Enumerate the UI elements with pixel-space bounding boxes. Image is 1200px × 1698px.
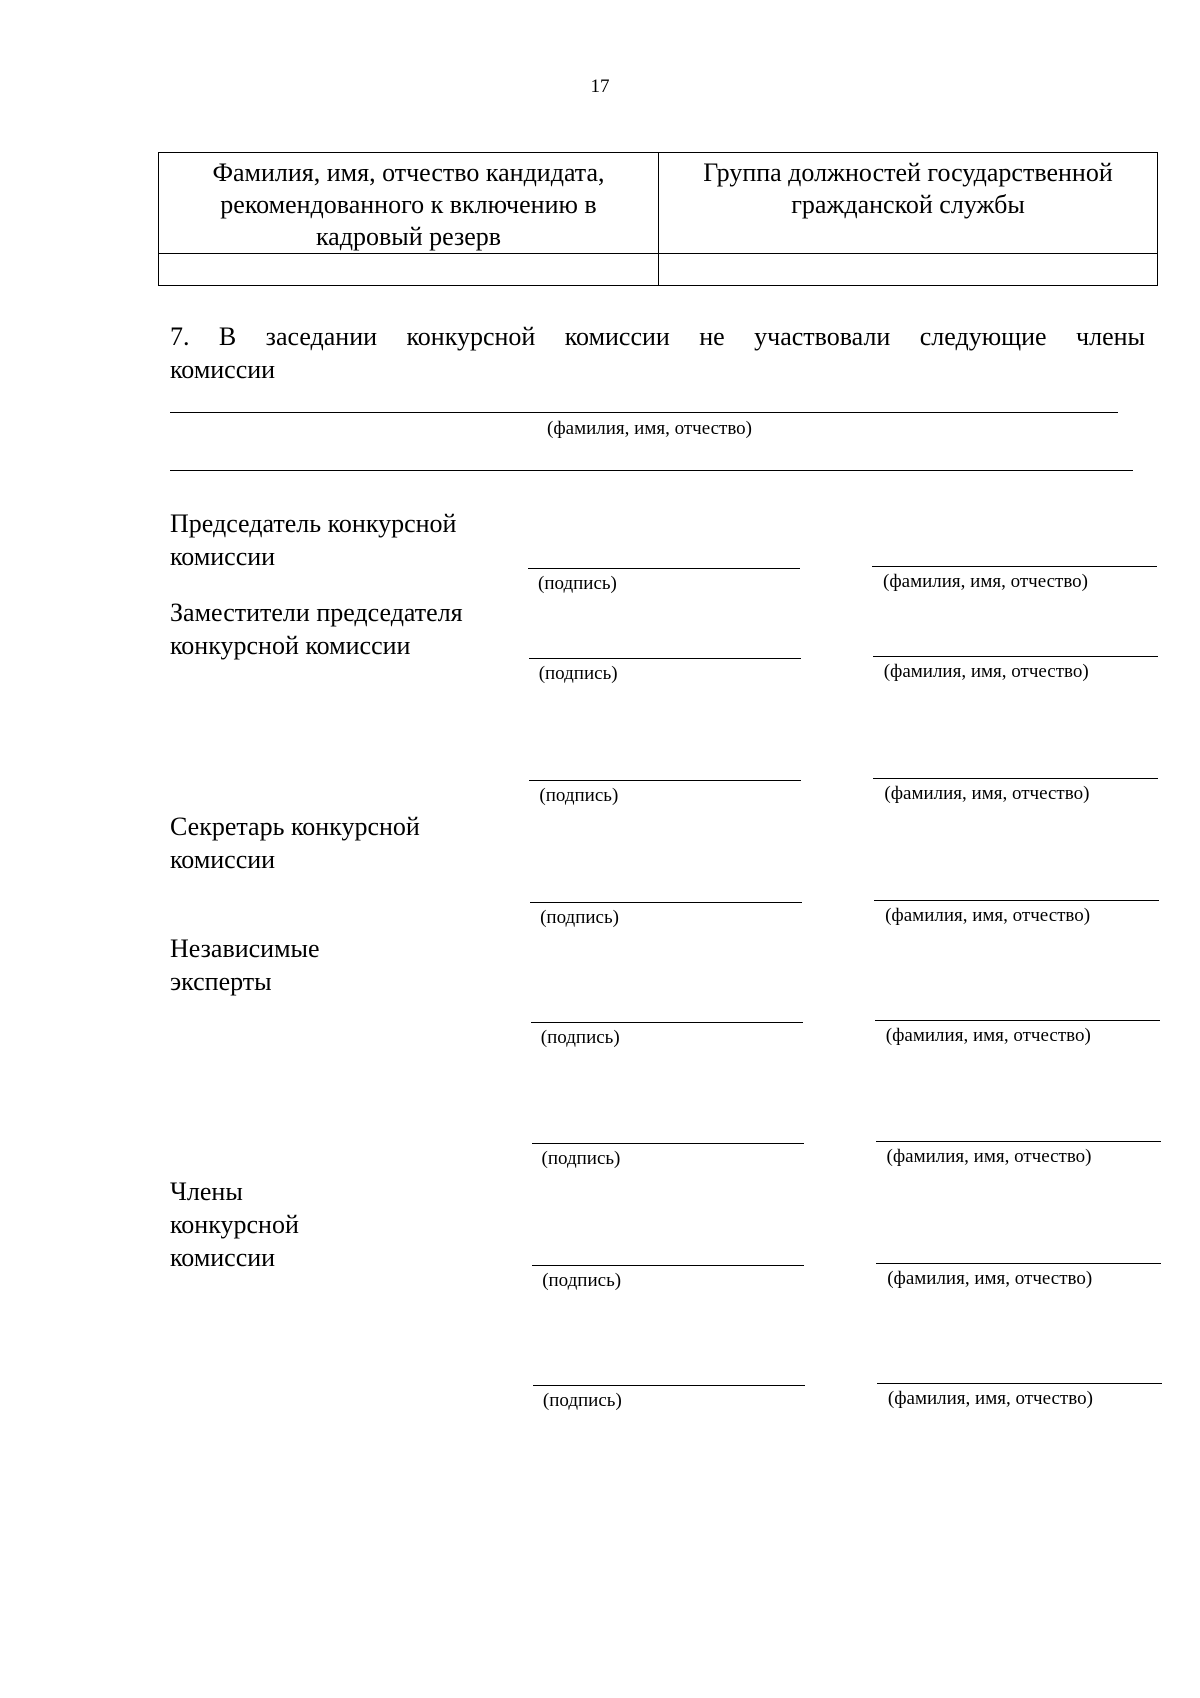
signature-line: [529, 658, 801, 659]
absent-members-fio-caption: (фамилия, имя, отчество): [547, 418, 753, 439]
fio-line: [874, 900, 1159, 901]
fio-line: [872, 566, 1157, 567]
fio-line: [877, 1383, 1162, 1384]
fio-caption: (фамилия, имя, отчество): [883, 661, 1089, 682]
absent-members-line-2: [170, 470, 1133, 471]
fio-caption: (фамилия, имя, отчество): [885, 1025, 1091, 1046]
signature-caption: (подпись): [542, 1270, 622, 1291]
signature-line: [533, 1385, 805, 1386]
signature-line: [532, 1143, 804, 1144]
signature-line: [528, 568, 800, 569]
reserve-candidates-table: [158, 152, 1158, 286]
section-7-text-continuation: комиссии: [170, 355, 276, 384]
table-header-candidate-name: Фамилия, имя, отчество кандидата, рекомендованного к включению в кадровый резерв: [159, 153, 659, 254]
signature-caption: (подпись): [540, 907, 619, 928]
table-row: [159, 254, 1158, 286]
table-cell-candidate-name: [159, 254, 659, 286]
signature-caption: (подпись): [538, 663, 618, 684]
section-7-text: 7. В заседании конкурсной комиссии не участвовали следующие члены: [170, 322, 1145, 351]
role-members: Члены конкурсной комиссии: [170, 1177, 299, 1272]
role-deputies: Заместители председателя конкурсной комиссии: [170, 598, 463, 660]
fio-caption: (фамилия, имя, отчество): [886, 1146, 1092, 1167]
signature-caption: (подпись): [540, 1027, 620, 1048]
signature-line: [530, 902, 802, 903]
role-chairman: Председатель конкурсной комиссии: [170, 509, 457, 571]
fio-caption: (фамилия, имя, отчество): [883, 571, 1089, 592]
table-header-row: [159, 153, 1158, 254]
signature-line: [532, 1265, 804, 1266]
fio-caption: (фамилия, имя, отчество): [887, 1388, 1093, 1409]
table-header-position-group: Группа должностей государственной гражданской службы: [659, 153, 1158, 254]
signature-caption: (подпись): [541, 1148, 621, 1169]
signature-caption: (подпись): [542, 1390, 622, 1411]
signature-line: [531, 1022, 803, 1023]
fio-caption: (фамилия, имя, отчество): [887, 1268, 1093, 1289]
role-secretary: Секретарь конкурсной комиссии: [170, 812, 420, 874]
fio-caption: (фамилия, имя, отчество): [885, 905, 1091, 926]
fio-line: [873, 656, 1158, 657]
fio-line: [876, 1263, 1161, 1264]
signature-caption: (подпись): [538, 573, 617, 594]
role-experts: Независимые эксперты: [170, 934, 320, 996]
fio-caption: (фамилия, имя, отчество): [884, 783, 1090, 804]
page-number: 17: [590, 76, 610, 97]
fio-line: [873, 778, 1158, 779]
table-cell-position-group: [659, 254, 1158, 286]
fio-line: [875, 1020, 1160, 1021]
signature-line: [529, 780, 801, 781]
signature-caption: (подпись): [539, 785, 619, 806]
fio-line: [876, 1141, 1161, 1142]
absent-members-line-1: [170, 412, 1118, 413]
